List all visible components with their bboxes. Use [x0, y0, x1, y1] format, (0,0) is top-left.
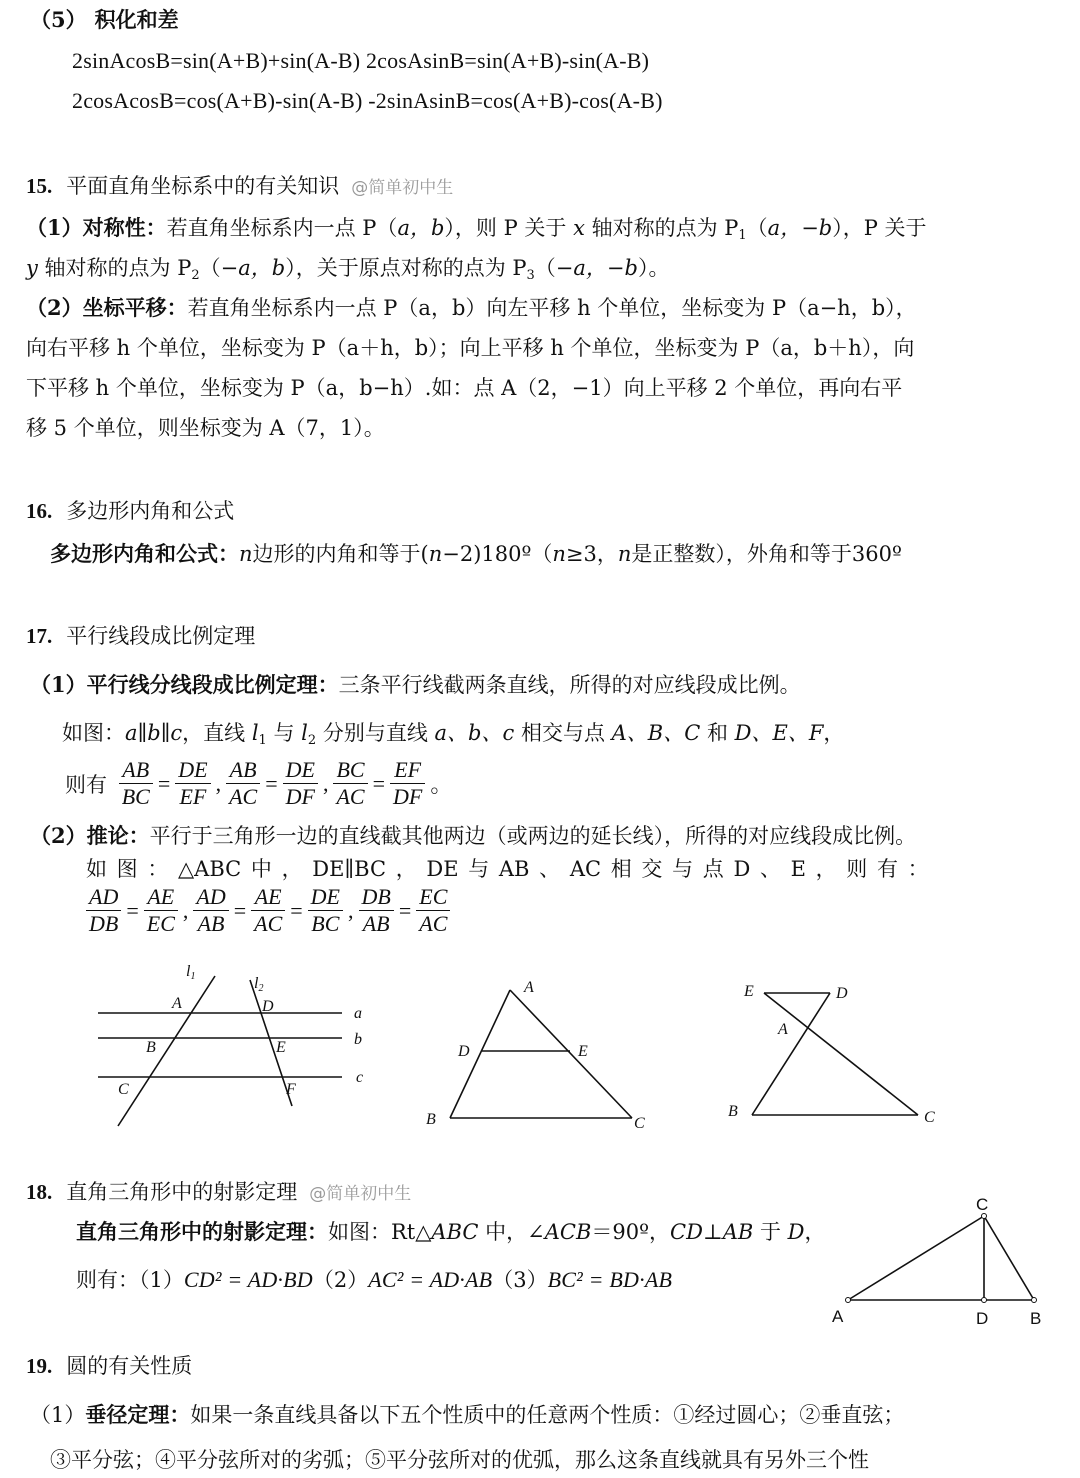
- section-title: 平行线段成比例定理: [66, 624, 256, 648]
- point-C: [982, 1214, 987, 1219]
- s17-p2-figure-desc: 如 图 ： △ABC 中 ， DE∥BC ， DE 与 AB 、 AC 相 交 与 点 D 、 E ， 则 有 ：: [86, 857, 929, 881]
- point-B: [1032, 1298, 1037, 1303]
- label-A: A: [778, 1021, 788, 1038]
- section-number: 15.: [26, 174, 53, 198]
- text: ＝90º，: [591, 1220, 671, 1244]
- section-15-heading: [26, 172, 453, 202]
- s16-formula-line: [50, 540, 902, 568]
- fraction: [144, 884, 178, 937]
- numerator: AD: [193, 884, 228, 911]
- fraction: [283, 757, 318, 810]
- segment-EC: [764, 993, 918, 1115]
- subscript: 1: [258, 733, 267, 748]
- text: 平行于三角形一边的直线截其他两边（或两边的延长线），所得的对应线段成比例。: [149, 824, 917, 848]
- comma: ,: [215, 770, 222, 796]
- s18-theorem-line: [76, 1218, 826, 1246]
- text: 如果一条直线具备以下五个性质中的任意两个性质：①经过圆心；②垂直弦；: [190, 1403, 905, 1427]
- text: 如图：: [62, 721, 125, 745]
- subsection-title: 积化和差: [94, 8, 179, 32]
- line-l1: [118, 976, 215, 1126]
- fraction: [226, 757, 260, 810]
- text: a、b、c: [434, 721, 515, 745]
- label-a: a: [354, 1005, 362, 1022]
- subscript: 1: [738, 228, 747, 243]
- s17-ratio-line-1: [62, 757, 455, 810]
- text: 轴对称的点为 P: [584, 216, 739, 240]
- text: （3）: [492, 1268, 548, 1292]
- text: l: [251, 721, 259, 745]
- text: n: [239, 542, 253, 566]
- label-C: C: [634, 1115, 645, 1132]
- section-number: 18.: [26, 1180, 53, 1204]
- denominator: AB: [362, 911, 390, 936]
- text: n: [552, 542, 566, 566]
- numerator: AE: [144, 884, 178, 911]
- text: −2)180º（: [442, 542, 553, 566]
- watermark: @简单初中生: [309, 1184, 412, 1204]
- text: l: [301, 721, 308, 745]
- section-18-heading: [26, 1178, 411, 1208]
- denominator: AC: [419, 911, 448, 936]
- subscript: 2: [191, 268, 200, 283]
- section-title: 多边形内角和公式: [66, 499, 235, 523]
- fraction: [333, 757, 367, 810]
- text: 和: [700, 721, 735, 745]
- numerator: AE: [251, 884, 285, 911]
- numerator: DE: [308, 884, 343, 911]
- s18-results-line: [76, 1266, 672, 1294]
- point-D: [982, 1298, 987, 1303]
- numerator: AB: [119, 757, 153, 784]
- text: ，: [823, 721, 845, 745]
- numerator: EF: [390, 757, 425, 784]
- fraction: [359, 884, 394, 937]
- equals: =: [265, 770, 278, 796]
- text: 相交与点: [514, 721, 612, 745]
- text: 中，∠: [478, 1220, 545, 1244]
- equals: =: [233, 897, 247, 923]
- figure-parallel-lines: [80, 958, 400, 1138]
- s17-ratio-line-2: [84, 884, 452, 937]
- label-b: b: [354, 1031, 362, 1048]
- s15-p2-line4: 移 5 个单位，则坐标变为 A（7，1）。: [26, 416, 385, 440]
- label-c: c: [356, 1069, 364, 1086]
- text: ），则 P 关于: [444, 216, 574, 240]
- fraction: [119, 757, 153, 810]
- label-C: C: [924, 1109, 935, 1126]
- label: （2）推论：: [30, 823, 150, 848]
- text: AB: [722, 1220, 754, 1244]
- text: 是正整数），外角和等于360º: [631, 542, 902, 566]
- text: ⊥: [702, 1220, 723, 1244]
- figure-triangle-de-parallel: [420, 970, 670, 1140]
- formula: CD² = AD·BD: [183, 1267, 313, 1292]
- fraction: [308, 884, 343, 937]
- denominator: DF: [285, 784, 315, 809]
- formula-line-1: 2sinAcosB=sin(A+B)+sin(A-B) 2cosAsinB=sin(A+B)-sin(A-B): [72, 48, 650, 73]
- label: 垂径定理：: [85, 1402, 191, 1427]
- section-number: 16.: [26, 499, 53, 523]
- subsection-label: （5）: [30, 7, 87, 32]
- text: ，直线: [182, 721, 252, 745]
- s17-p2-line: [30, 822, 916, 850]
- numerator: AD: [86, 884, 121, 911]
- label-F: F: [286, 1081, 296, 1098]
- formula: BC² = BD·AB: [547, 1267, 673, 1292]
- text: a，−b: [767, 216, 833, 240]
- text: a，b: [397, 216, 445, 240]
- denominator: AB: [197, 911, 225, 936]
- text: x: [573, 216, 585, 240]
- text: 则有: [65, 772, 107, 797]
- section-number: 19.: [26, 1354, 53, 1378]
- equals: =: [398, 897, 412, 923]
- denominator: DB: [89, 911, 119, 936]
- text: 三条平行线截两条直线，所得的对应线段成比例。: [338, 673, 801, 697]
- text: 与: [266, 721, 302, 745]
- label-l2: l2: [254, 975, 264, 994]
- text: y: [26, 256, 38, 280]
- section-title: 圆的有关性质: [66, 1354, 193, 1378]
- s15-p2-line1: [26, 294, 917, 322]
- text: −a，b: [220, 256, 286, 280]
- text: （1）: [30, 1403, 86, 1427]
- comma: ,: [182, 897, 189, 923]
- s15-p1-line1: [26, 214, 927, 250]
- text: ≥3，: [565, 542, 618, 566]
- section-title: 平面直角坐标系中的有关知识: [66, 174, 340, 198]
- label-D: D: [458, 1043, 470, 1060]
- text: （: [199, 256, 221, 280]
- side-BC: [984, 1216, 1034, 1300]
- comma: ,: [348, 897, 354, 923]
- label-B: B: [728, 1103, 738, 1120]
- text: ABC: [431, 1220, 479, 1244]
- text: 若直角坐标系内一点 P（a，b）向左平移 h 个单位，坐标变为 P（a−h，b），: [187, 296, 917, 320]
- equals: =: [290, 897, 303, 923]
- label-D: D: [836, 985, 848, 1002]
- fraction: [416, 884, 450, 937]
- text: （: [534, 256, 556, 280]
- fraction: [251, 884, 285, 937]
- label-D: D: [976, 1309, 989, 1328]
- text: ）。: [637, 256, 670, 280]
- denominator: EF: [179, 784, 207, 809]
- denominator: AC: [336, 784, 365, 809]
- label-E: E: [744, 983, 754, 1000]
- section-19-heading: [26, 1352, 192, 1380]
- text: D、E、F: [734, 721, 824, 745]
- denominator: EC: [146, 911, 175, 936]
- section-number: 17.: [26, 624, 53, 648]
- label-B: B: [1030, 1309, 1042, 1328]
- denominator: AC: [229, 784, 258, 809]
- text: D: [787, 1220, 805, 1244]
- label-E: E: [578, 1043, 588, 1060]
- denominator: BC: [121, 784, 150, 809]
- text: 轴对称的点为 P: [37, 256, 192, 280]
- text: 分别与直线: [316, 721, 435, 745]
- s15-p1-line2: [26, 254, 669, 290]
- text: 于: [753, 1220, 788, 1244]
- s19-p1-line1: [30, 1401, 904, 1429]
- section-16-heading: [26, 497, 234, 525]
- segment-DB: [752, 993, 830, 1115]
- comma: ,: [322, 770, 329, 796]
- label-l1: l1: [186, 963, 196, 982]
- label: （1）平行线分线段成比例定理：: [30, 672, 339, 697]
- subsection-5-heading: [30, 6, 179, 34]
- watermark: @简单初中生: [351, 178, 454, 198]
- section-17-heading: [26, 622, 255, 650]
- numerator: BC: [333, 757, 367, 784]
- text: n: [617, 542, 632, 566]
- formula-line-2: 2cosAcosB=cos(A+B)-sin(A-B) -2sinAsinB=cos(A+B)-cos(A-B): [72, 88, 663, 113]
- text: 如图：Rt△: [328, 1220, 432, 1244]
- label-A: A: [524, 979, 534, 996]
- text: ），P 关于: [832, 216, 927, 240]
- denominator: AC: [254, 911, 283, 936]
- numerator: EC: [416, 884, 450, 911]
- s15-p2-line3: 下平移 h 个单位，坐标变为 P（a，b−h）.如：点 A（2，−1）向上平移 2 个单位，再向右平: [26, 376, 903, 400]
- subscript: 3: [526, 268, 535, 283]
- text: 若直角坐标系内一点 P（: [166, 216, 398, 240]
- text: ），关于原点对称的点为 P: [285, 256, 527, 280]
- text: （2）: [312, 1268, 369, 1292]
- fraction: [193, 884, 228, 937]
- label-A: A: [832, 1307, 844, 1326]
- fraction: [175, 757, 210, 810]
- p1-label: （1）对称性：: [26, 215, 167, 240]
- text: a∥b∥c: [125, 721, 183, 745]
- s15-p2-line2: 向右平移 h 个单位，坐标变为 P（a＋h，b）；向上平移 h 个单位，坐标变为 P（a，b＋h），向: [26, 336, 915, 360]
- equals: =: [126, 897, 139, 923]
- numerator: DE: [175, 757, 210, 784]
- label: 多边形内角和公式：: [50, 541, 239, 566]
- text: ，: [804, 1220, 826, 1244]
- side-AC: [510, 990, 632, 1118]
- point-A: [846, 1298, 851, 1303]
- text: （: [746, 216, 768, 240]
- label: 直角三角形中的射影定理：: [76, 1219, 328, 1244]
- s17-p1-line: [30, 671, 801, 699]
- numerator: DB: [359, 884, 394, 911]
- side-AC: [848, 1216, 984, 1300]
- figure-hourglass-triangles: [722, 976, 962, 1136]
- label-E: E: [276, 1039, 286, 1056]
- s19-p1-line2: ③平分弦；④平分弦所对的劣弧；⑤平分弦所对的优弧，那么这条直线就具有另外三个性: [50, 1448, 869, 1472]
- subscript: 2: [307, 733, 317, 748]
- equals: =: [157, 770, 171, 796]
- figure-right-triangle: [826, 1196, 1056, 1332]
- equals: =: [372, 770, 385, 796]
- label-B: B: [426, 1111, 436, 1128]
- text: ACB: [544, 1220, 592, 1244]
- fraction: [86, 884, 121, 937]
- formula: AC² = AD·AB: [368, 1267, 493, 1292]
- label-D: D: [262, 998, 274, 1015]
- text: CD: [670, 1220, 703, 1244]
- text: 。: [430, 773, 453, 798]
- numerator: AB: [226, 757, 260, 784]
- label-C: C: [976, 1196, 989, 1214]
- s17-figure-desc: [62, 719, 844, 755]
- label-C: C: [118, 1081, 129, 1098]
- text: 则有：（1）: [76, 1268, 184, 1292]
- label-A: A: [172, 995, 182, 1012]
- numerator: DE: [283, 757, 318, 784]
- text: n: [428, 542, 443, 566]
- denominator: DF: [392, 784, 423, 809]
- label-B: B: [146, 1039, 156, 1056]
- fraction: [390, 757, 425, 810]
- text: A、B、C: [611, 721, 701, 745]
- text: 边形的内角和等于(: [252, 542, 429, 566]
- section-title: 直角三角形中的射影定理: [66, 1180, 298, 1204]
- p2-label: （2）坐标平移：: [26, 295, 188, 320]
- text: −a，−b: [555, 256, 638, 280]
- denominator: BC: [311, 911, 340, 936]
